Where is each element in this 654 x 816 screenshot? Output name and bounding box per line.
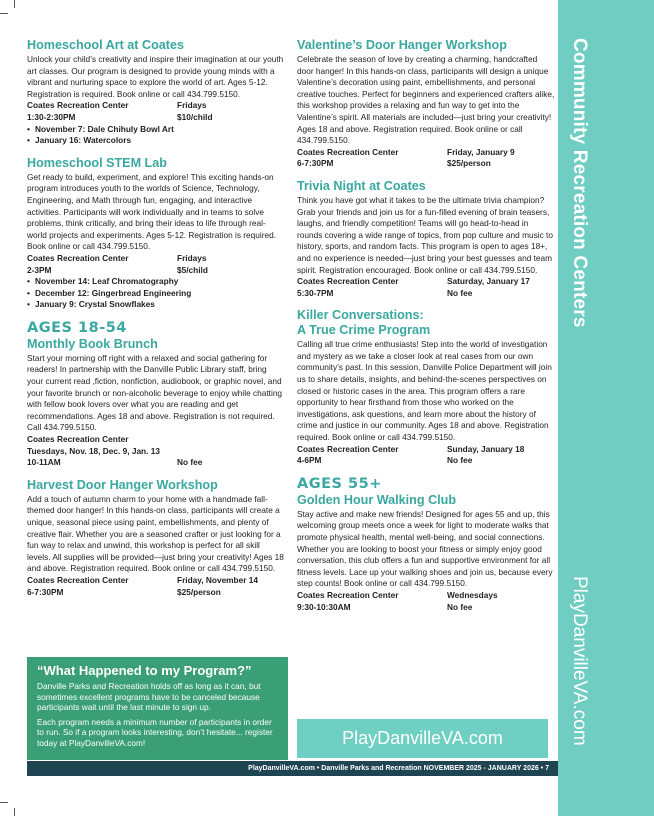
program-time: 1:30-2:30PM [27, 111, 76, 122]
program-harvest-door-hanger [27, 478, 285, 598]
session-item: • December 12: Gingerbread Engineering [27, 288, 285, 300]
program-dates: Tuesdays, Nov. 18, Dec. 9, Jan. 13 [27, 445, 160, 456]
program-time: 9:30-10:30AM [297, 601, 351, 612]
program-date: Saturday, January 17 [447, 276, 530, 287]
side-banner-url[interactable]: PlayDanvilleVA.com [569, 576, 590, 746]
program-fee: $5/child [177, 264, 208, 275]
program-info-row [297, 602, 555, 614]
crop-mark [0, 802, 8, 803]
age-group-heading: AGES 55+ [297, 475, 382, 492]
program-fee: $25/person [177, 586, 221, 597]
session-item: • January 9: Crystal Snowflakes [27, 299, 285, 311]
program-fee: No fee [177, 457, 203, 468]
program-info-row [297, 444, 555, 456]
program-fee: No fee [447, 601, 473, 612]
program-day: Fridays [177, 252, 207, 263]
program-title: Valentine’s Door Hanger Workshop [297, 38, 507, 52]
program-time: 6-7:30PM [297, 158, 334, 169]
program-date: Friday, November 14 [177, 574, 259, 585]
page-footer: PlayDanvilleVA.com • Danville Parks and Recreation NOVEMBER 2025 - JANUARY 2026 • 7 [27, 761, 558, 776]
program-time: 6-7:30PM [27, 586, 64, 597]
session-item: • November 14: Leaf Chromatography [27, 276, 285, 288]
program-location: Coates Recreation Center [297, 146, 399, 157]
program-title: Golden Hour Walking Club [297, 492, 457, 507]
program-location: Coates Recreation Center [27, 434, 129, 445]
program-golden-hour-walking [297, 493, 555, 613]
program-title: Homeschool Art at Coates [27, 38, 184, 52]
program-day: Fridays [177, 100, 207, 111]
program-info-row [27, 446, 285, 458]
program-description: Add a touch of autumn charm to your home with a handmade fall-themed door hanger! In this hands-on class, participants will create a unique, seasonal piece using paint, embellishments, and plenty of creative flair. Whether you are a seasoned crafter or just looking for a fun way to relax and unwind, this workshop is perfect for all skill levels. All supplies will be provided—just bring your creativity! Ages 18 and above. Registration required. Book online or call 434.799.5150. [27, 493, 284, 574]
session-item: • November 7: Dale Chihuly Bowl Art [27, 124, 285, 136]
program-date: Sunday, January 18 [447, 443, 525, 454]
program-location: Coates Recreation Center [27, 252, 129, 263]
program-fee: No fee [447, 287, 473, 298]
notice-paragraph: Danville Parks and Recreation holds off as long as it can, but sometimes excellent programs have to be canceled because participants wait until the last minute to sign up. [37, 681, 261, 712]
program-time: 5:30-7PM [297, 287, 334, 298]
side-banner-title: Community Recreation Centers [569, 38, 590, 328]
program-title: Harvest Door Hanger Workshop [27, 477, 218, 492]
program-title: Trivia Night at Coates [297, 178, 426, 193]
crop-mark [14, 0, 15, 8]
program-subtitle: A True Crime Program [297, 323, 431, 338]
program-date: Friday, January 9 [447, 146, 515, 157]
program-info-row [297, 147, 555, 159]
program-info-row [27, 457, 285, 469]
program-fee: $10/child [177, 111, 213, 122]
program-book-brunch [27, 337, 285, 469]
program-valentine-door-hanger [297, 38, 555, 170]
program-trivia-night [297, 179, 555, 299]
program-location: Coates Recreation Center [297, 276, 399, 287]
program-time: 2-3PM [27, 264, 52, 275]
program-time: 4-6PM [297, 455, 322, 466]
program-info-row [297, 276, 555, 288]
program-info-row [27, 265, 285, 277]
program-info-row [27, 587, 285, 599]
program-info-row [27, 253, 285, 265]
program-time: 10-11AM [27, 457, 61, 468]
program-location: Coates Recreation Center [297, 589, 399, 600]
program-location: Coates Recreation Center [297, 443, 399, 454]
left-column [27, 38, 285, 607]
program-notice-box [27, 657, 288, 760]
website-link-box[interactable]: PlayDanvilleVA.com [297, 719, 548, 758]
program-title: Killer Conversations: [297, 308, 424, 323]
program-description: Get ready to build, experiment, and explore! This exciting hands-on program introduces youth to the worlds of Science, Technology, Engineering, and Math through fun, engaging, and interactive activities. Participants will work individually and in teams to solve problems, think critically, and bring their ideas to life through real-world projects and experiments. Ages 5-12. Registration is required. Book online or call 434.799.5150. [27, 171, 277, 252]
age-group-heading: AGES 18-54 [27, 319, 127, 336]
program-info-row [297, 455, 555, 467]
notice-title: “What Happened to my Program?” [37, 663, 252, 678]
program-title: Homeschool STEM Lab [27, 155, 167, 170]
crop-mark [0, 13, 8, 14]
crop-mark [14, 808, 15, 816]
program-location: Coates Recreation Center [27, 100, 129, 111]
program-description: Calling all true crime enthusiasts! Step into the world of investigation and mystery as we take a closer look at real cases from our own community’s past. In this session, Danville Police Department will join us to share details, insights, and behind-the-scenes perspectives on closed or historic cases in the area. This program offers a rare opportunity to hear firsthand from those who worked on the investigations, ask questions, and learn more about the history of crime and justice in our community. Ages 18 and above. Registration required. Book online or call 434.799.5150. [297, 339, 552, 443]
program-description: Stay active and make new friends! Designed for ages 55 and up, this welcoming group meets once a week for light to moderate walks that promote physical health, mental well-being, and social connections. Whether you are looking to boost your fitness or simply enjoy good conversation, this club offers a fun and supportive environment for all fitness levels. Lace up your walking shoes and join us, because every step counts! Book online or call 434.799.5150. [297, 508, 553, 589]
program-description: Think you have got what it takes to be the ultimate trivia champion? Grab your friends and join us for a fun-filled evening of brain teasers, laughs, and friendly competition! Teams will go head-to-head in rounds covering a wide range of topics, from pop culture and music to history, sports, and random facts. This program is open to ages 18+, and no experience is needed—just bring your best guesses and team spirit. Registration encouraged. Book online or call 434.799.5150. [297, 194, 553, 275]
program-info-row [297, 590, 555, 602]
program-homeschool-stem [27, 156, 285, 311]
program-info-row [27, 434, 285, 446]
right-column [297, 38, 555, 622]
program-fee: $25/person [447, 158, 491, 169]
program-description: Unlock your child’s creativity and inspire their imagination at our youth art classes. Our program is designed to provide young minds with a vibrant and nurturing space to explore the world of art. Ages 5-12. Registration is required. Book online or call 434.799.5150. [27, 54, 284, 99]
program-day: Wednesdays [447, 589, 498, 600]
program-location: Coates Recreation Center [27, 574, 129, 585]
program-description: Celebrate the season of love by creating a charming, handcrafted door hanger! In this hands-on class, participants will design a unique Valentine’s decoration using paint, embellishments, and personal creative touches. Perfect for beginners and experienced crafters alike, this workshop provides a relaxing and fun way to get into the Valentine’s spirit. All materials are included—just bring your creativity! Ages 18 and above. Registration required. Book online or call 434.799.5150. [297, 54, 555, 146]
program-title: Monthly Book Brunch [27, 336, 158, 351]
session-item: • January 16: Watercolors [27, 135, 285, 147]
program-info-row [297, 158, 555, 170]
program-fee: No fee [447, 455, 473, 466]
program-info-row [27, 100, 285, 112]
program-description: Start your morning off right with a relaxed and social gathering for readers! In partnership with the Danville Public Library staff, bring your current read ,fiction, nonfiction, audiobook, or graphic novel, and your favorite brunch or non-alcoholic beverage to enjoy while chatting with fellow book lovers over what you are reading and get recommendations. Ages 18 and above. Registration is not required. Call 434.799.5150. [27, 352, 283, 433]
program-killer-conversations [297, 308, 555, 467]
notice-paragraph: Each program needs a minimum number of participants in order to run. So if a program looks interesting, don’t hesitate... register today at PlayDanvilleVA.com! [37, 716, 273, 748]
program-info-row [27, 112, 285, 124]
program-info-row [27, 575, 285, 587]
program-homeschool-art [27, 38, 285, 147]
program-info-row [297, 288, 555, 300]
